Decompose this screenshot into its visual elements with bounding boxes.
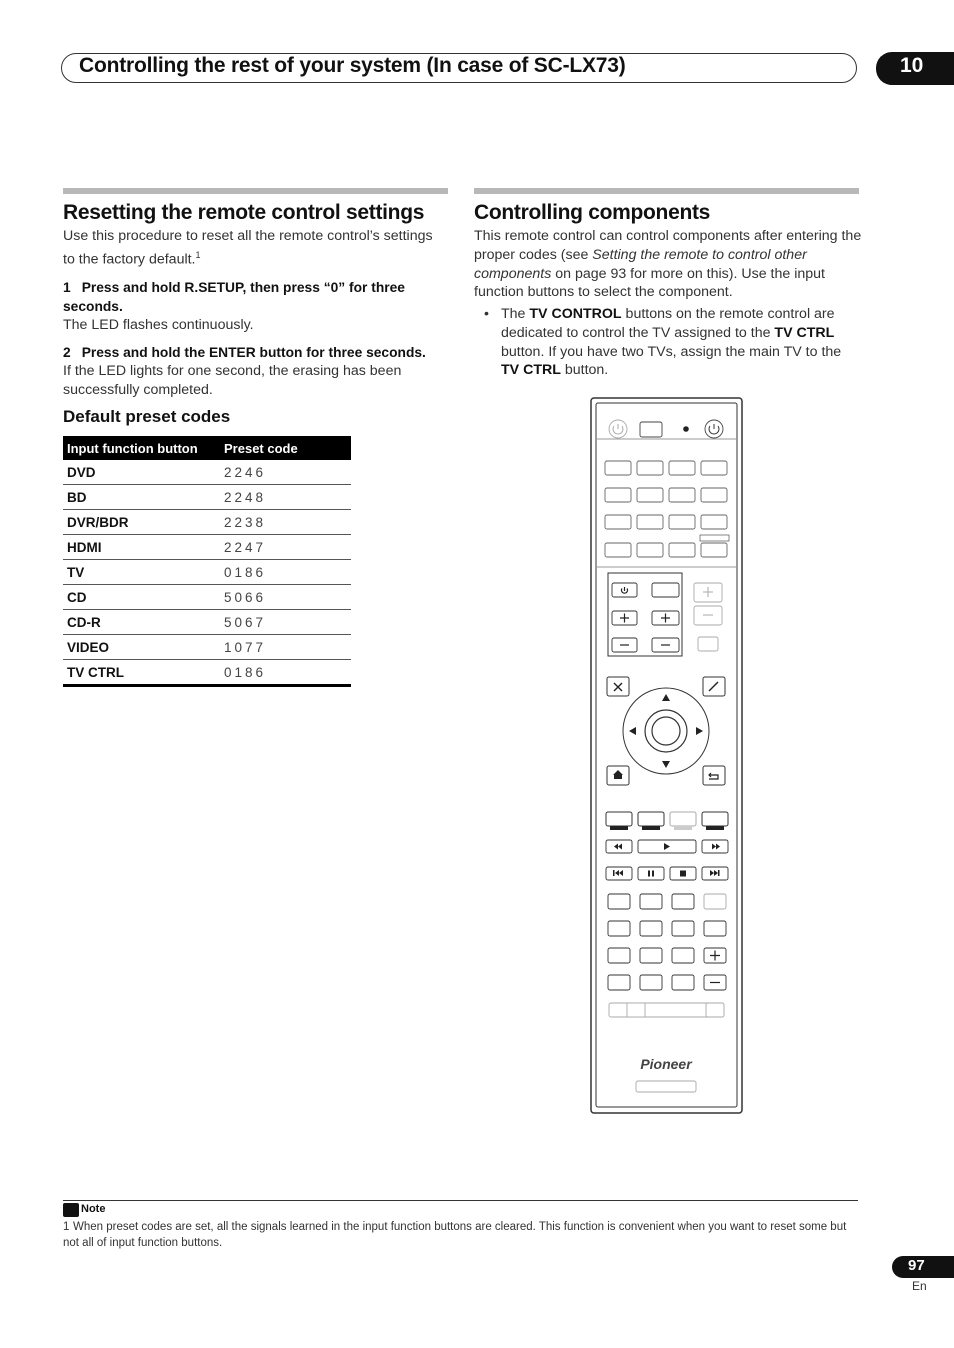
- table-row: [63, 460, 351, 485]
- cell-button: CD: [63, 585, 220, 610]
- table-row: [63, 660, 351, 686]
- page-number: 97: [908, 1257, 925, 1274]
- table-row: [63, 510, 351, 535]
- cell-code: 2238: [220, 510, 351, 535]
- step-1-result: The LED flashes continuously.: [63, 317, 254, 333]
- cell-code: 2247: [220, 535, 351, 560]
- table-row: [63, 485, 351, 510]
- pencil-icon: [63, 1203, 79, 1217]
- cell-code: 0186: [220, 560, 351, 585]
- led-indicator: [683, 426, 689, 432]
- input-select-button: [640, 422, 662, 437]
- cell-button: VIDEO: [63, 635, 220, 660]
- cell-button: DVR/BDR: [63, 510, 220, 535]
- bullet-mid2: button. If you have two TVs, assign the main TV to the: [501, 343, 842, 360]
- components-intro-ref: Setting the remote to control other components: [474, 246, 807, 282]
- step-1: [63, 279, 448, 317]
- step-1-text: Press and hold R.SETUP, then press “0” for three seconds.: [63, 280, 405, 314]
- footnote-ref: 1: [195, 249, 201, 260]
- bullet-tv-ctrl-2: TV CTRL: [501, 362, 561, 379]
- preset-heading: Default preset codes: [63, 407, 231, 426]
- column-header-button: Input function button: [63, 436, 220, 460]
- cell-code: 2248: [220, 485, 351, 510]
- note-body: When preset codes are set, all the signals learned in the input function buttons are cleared. This function is convenient when you want to reset some but not all of input function buttons.: [63, 1221, 847, 1249]
- step-2-number: 2: [63, 345, 71, 360]
- enter-button: [652, 717, 680, 745]
- preset-code-table: [63, 436, 351, 687]
- cell-code: 0186: [220, 660, 351, 686]
- section-rule-left: [63, 188, 448, 194]
- bullet-text: [501, 305, 858, 380]
- step-2: [63, 344, 458, 363]
- column-header-code: Preset code: [220, 436, 351, 460]
- step-1-number: 1: [63, 280, 71, 295]
- remote-control-illustration: [590, 397, 744, 1115]
- note-label: Note: [81, 1203, 106, 1215]
- components-heading: Controlling components: [474, 201, 711, 224]
- light-button: [706, 1003, 724, 1017]
- remote-brand-logo: Pioneer: [640, 1056, 692, 1072]
- step-2-result: If the LED lights for one second, the erasing has been successfully completed.: [63, 363, 402, 398]
- cell-button: TV: [63, 560, 220, 585]
- cell-button: BD: [63, 485, 220, 510]
- mute-button: [698, 637, 718, 651]
- number-pad: [608, 894, 726, 990]
- bullet-dot: •: [484, 306, 489, 322]
- reset-intro: [63, 227, 448, 269]
- reset-intro-text: Use this procedure to reset all the remote control’s settings to the factory default.: [63, 228, 433, 268]
- cell-code: 5066: [220, 585, 351, 610]
- cell-button: HDMI: [63, 535, 220, 560]
- bullet-mid: buttons on the remote control are dedicated to control the TV assigned to the: [501, 306, 835, 341]
- input-function-buttons: [605, 461, 727, 557]
- bullet-the: The: [501, 306, 530, 322]
- cell-code: 1077: [220, 635, 351, 660]
- language-label: En: [912, 1279, 927, 1293]
- note-number: 1: [63, 1221, 70, 1233]
- note-text: [63, 1220, 863, 1251]
- page-title: Controlling the rest of your system (In case of SC-LX73): [79, 54, 626, 77]
- step-2-text: Press and hold the ENTER button for three seconds.: [81, 345, 426, 360]
- cell-code: 2246: [220, 460, 351, 485]
- table-row: [63, 535, 351, 560]
- table-header-row: [63, 436, 351, 460]
- table-row: [63, 610, 351, 635]
- note-rule: [63, 1200, 858, 1201]
- components-intro-a: This remote control can control components after entering the proper codes (see: [474, 228, 862, 263]
- cell-code: 5067: [220, 610, 351, 635]
- table-row: [63, 635, 351, 660]
- chapter-number: 10: [900, 54, 924, 77]
- cell-button: DVD: [63, 460, 220, 485]
- bullet-end: button.: [560, 362, 609, 379]
- cell-button: CD-R: [63, 610, 220, 635]
- components-intro: [474, 227, 862, 302]
- table-row: [63, 585, 351, 610]
- components-intro-b: on page 93 for more on this). Use the input function buttons to select the component.: [474, 265, 825, 301]
- table-row: [63, 560, 351, 585]
- cell-button: TV CTRL: [63, 660, 220, 686]
- bullet-tv-ctrl: TV CTRL: [774, 324, 835, 341]
- section-rule-right: [474, 188, 859, 194]
- reset-heading: Resetting the remote control settings: [63, 201, 425, 224]
- bullet-tv-control: TV CONTROL: [529, 306, 622, 322]
